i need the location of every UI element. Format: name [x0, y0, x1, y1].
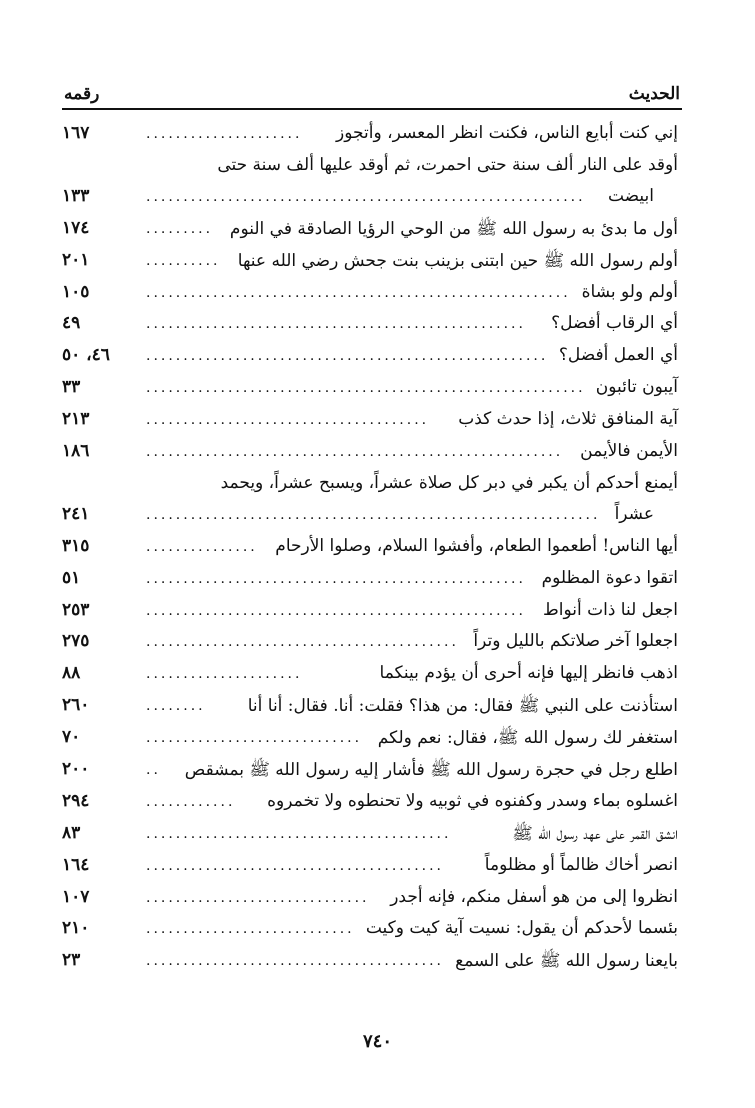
hadith-text: أولم ولو بشاة — [581, 281, 678, 302]
list-item — [62, 279, 682, 311]
dot-leader: ............ — [146, 793, 236, 810]
hadith-text: اطلع رجل في حجرة رسول الله ﷺ فأشار إليه رسول الله ﷺ بمشقص — [184, 760, 678, 781]
dot-leader: ......................................... — [146, 825, 452, 842]
hadith-text: استأذنت على النبي ﷺ فقال: من هذا؟ فقلت: أنا. فقال: أنا أنا — [247, 696, 678, 717]
list-item — [62, 724, 682, 756]
list-item — [62, 438, 682, 470]
hadith-text: أول ما بدئ به رسول الله ﷺ من الوحي الرؤيا الصادقة في النوم — [229, 218, 678, 239]
hadith-number: ٢٥٣ — [62, 599, 90, 620]
list-item — [62, 342, 682, 374]
hadith-number: ١٦٤ — [62, 854, 90, 875]
hadith-text: انظروا إلى من هو أسفل منكم، فإنه أجدر — [390, 886, 678, 907]
hadith-text: آية المنافق ثلاث، إذا حدث كذب — [458, 409, 678, 430]
dot-leader: ............... — [146, 538, 258, 555]
hadith-text: آيبون تائبون — [595, 377, 678, 398]
hadith-number: ١٠٧ — [62, 886, 90, 907]
list-item — [62, 660, 682, 692]
dot-leader: ...................................................... — [146, 348, 549, 365]
hadith-number: ٨٣ — [62, 822, 81, 843]
list-item — [62, 470, 682, 501]
dot-leader: ......... — [146, 220, 214, 237]
dot-leader: ................................................... — [146, 570, 526, 587]
list-item — [62, 756, 682, 788]
hadith-text: عشراً — [614, 503, 654, 524]
dot-leader: ........ — [146, 698, 206, 715]
dot-leader: ........................................................... — [146, 380, 586, 397]
list-item — [62, 692, 682, 724]
dot-leader: ..................... — [146, 126, 303, 142]
dot-leader: ........................................................ — [146, 444, 564, 461]
list-item — [62, 183, 682, 215]
hadith-number: ١٦٧ — [62, 123, 90, 143]
header-number-label: رقمه — [64, 84, 100, 104]
header-hadith-label: الحديث — [628, 84, 680, 104]
hadith-text: الأيمن فالأيمن — [580, 441, 678, 462]
hadith-text: اجعلوا آخر صلاتكم بالليل وتراً — [473, 631, 678, 652]
hadith-number: ٢٦٠ — [62, 695, 90, 716]
hadith-number: ٢٣ — [62, 950, 81, 971]
list-item — [62, 501, 682, 533]
list-item — [62, 533, 682, 565]
hadith-number: ١٨٦ — [62, 441, 90, 462]
list-item — [62, 915, 682, 947]
hadith-number: ٥١ — [62, 567, 81, 588]
list-item — [62, 152, 682, 183]
hadith-number: ٣١٥ — [62, 535, 90, 556]
hadith-text: أي الرقاب أفضل؟ — [551, 313, 678, 334]
dot-leader: ...................................... — [146, 412, 430, 429]
list-item — [62, 406, 682, 438]
hadith-text: اذهب فانظر إليها فإنه أحرى أن يؤدم بينكما — [379, 663, 678, 684]
list-item — [62, 597, 682, 629]
dot-leader: .. — [146, 762, 161, 779]
hadith-number: ٨٨ — [62, 663, 81, 684]
dot-leader: ........................................ — [146, 953, 445, 970]
hadith-index-list — [62, 120, 682, 979]
hadith-text: أوقد على النار ألف سنة حتى احمرت، ثم أوقد عليها ألف سنة حتى — [217, 154, 678, 175]
hadith-text: بئسما لأحدكم أن يقول: نسيت آية كيت وكيت — [365, 918, 678, 939]
dot-leader: ............................ — [146, 921, 355, 938]
hadith-number: ٣٣ — [62, 377, 81, 398]
hadith-text: إني كنت أبايع الناس، فكنت انظر المعسر، وأتجوز — [336, 123, 678, 143]
list-item — [62, 120, 682, 152]
hadith-number: ٢٧٥ — [62, 631, 90, 652]
list-item — [62, 247, 682, 279]
hadith-number: ٢٩٤ — [62, 790, 90, 811]
hadith-text: أيمنع أحدكم أن يكبر في دبر كل صلاة عشراً، ويسبح عشراً، ويحمد — [220, 472, 678, 493]
dot-leader: ............................. — [146, 730, 363, 747]
list-item — [62, 884, 682, 916]
list-item — [62, 852, 682, 884]
hadith-number: ٢٠٠ — [62, 759, 90, 780]
dot-leader: .......................................... — [146, 634, 459, 651]
list-item — [62, 820, 682, 852]
hadith-number: ١٣٣ — [62, 185, 90, 206]
list-item — [62, 374, 682, 406]
dot-leader: ..................... — [146, 666, 303, 683]
hadith-text: أي العمل أفضل؟ — [558, 345, 678, 366]
hadith-number: ٢١٣ — [62, 409, 90, 430]
table-header — [62, 78, 682, 110]
dot-leader: ........................................ — [146, 857, 445, 874]
dot-leader: .......... — [146, 252, 221, 269]
index-page — [62, 78, 682, 979]
list-item — [62, 215, 682, 247]
hadith-text: أيها الناس! أطعموا الطعام، وأفشوا السلام، وصلوا الأرحام — [275, 535, 678, 556]
hadith-number: ١٠٥ — [62, 281, 90, 302]
hadith-number: ١٧٤ — [62, 217, 90, 238]
list-item — [62, 565, 682, 597]
list-item — [62, 628, 682, 660]
hadith-text: أولم رسول الله ﷺ حين ابتنى بزينب بنت جحش رضي الله عنها — [237, 250, 678, 271]
hadith-text: اغسلوه بماء وسدر وكفنوه في ثوبيه ولا تحنطوه ولا تخمروه — [267, 790, 678, 811]
hadith-text: ابيضت — [607, 185, 654, 206]
hadith-number: ٤٦، ٥٠ — [62, 345, 110, 366]
list-item — [62, 310, 682, 342]
dot-leader: ............................................................. — [146, 506, 601, 523]
dot-leader: ................................................... — [146, 316, 526, 333]
hadith-number: ٤٩ — [62, 313, 81, 334]
dot-leader: ........................................................... — [146, 188, 586, 205]
hadith-number: ٧٠ — [62, 727, 81, 748]
hadith-text: انصر أخاك ظالماً أو مظلوماً — [484, 854, 678, 875]
hadith-number: ٢١٠ — [62, 918, 90, 939]
hadith-text: استغفر لك رسول الله ﷺ، فقال: نعم ولكم — [377, 728, 678, 749]
page-number: ٧٤٠ — [362, 1031, 392, 1052]
hadith-text: انشق القمر على عهد رسول الله ﷺ — [512, 823, 678, 844]
dot-leader: ......................................................... — [146, 284, 571, 301]
hadith-number: ٢٠١ — [62, 249, 90, 270]
dot-leader: ................................................... — [146, 602, 526, 619]
list-item — [62, 947, 682, 979]
hadith-text: اتقوا دعوة المظلوم — [541, 567, 678, 588]
hadith-text: بايعنا رسول الله ﷺ على السمع — [455, 951, 678, 972]
dot-leader: .............................. — [146, 889, 370, 906]
list-item — [62, 788, 682, 820]
hadith-text: اجعل لنا ذات أنواط — [543, 599, 678, 620]
hadith-number: ٢٤١ — [62, 503, 90, 524]
